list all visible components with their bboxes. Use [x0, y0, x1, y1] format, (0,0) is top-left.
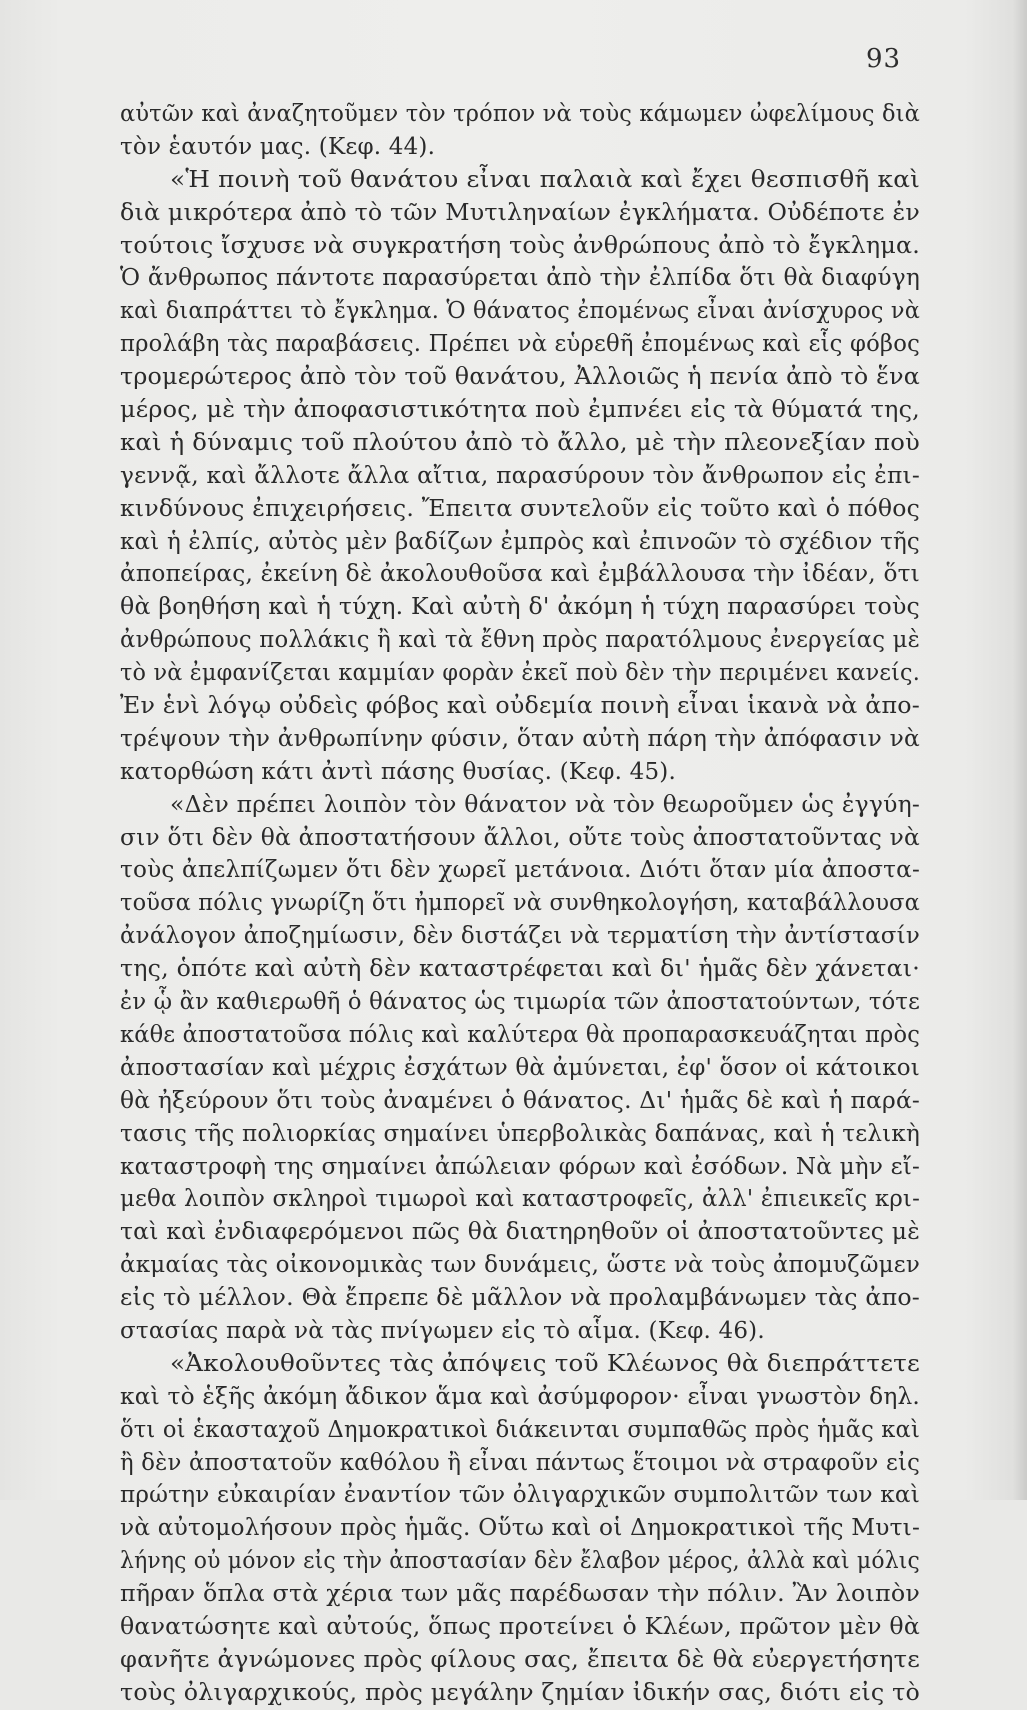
- text-line: καὶ τὸ ἑξῆς ἀκόμη ἄδικον ἅμα καὶ ἀσύμφορον· εἶναι γνωστὸν δηλ.: [120, 1383, 920, 1410]
- text-line: τοὺς ὀλιγαρχικούς, πρὸς μεγάλην ζημίαν ἰδικήν σας, διότι εἰς τὸ: [120, 1679, 920, 1706]
- text-line: τοὺς ἀπελπίζωμεν ὅτι δὲν χωρεῖ μετάνοια. Διότι ὅταν μία ἀποστα-: [120, 857, 920, 884]
- text-line: ἀνθρώπους πολλάκις ἢ καὶ τὰ ἔθνη πρὸς παρατόλμους ἐνεργείας μὲ: [120, 627, 920, 654]
- text-line: καὶ ἡ ἐλπίς, αὐτὸς μὲν βαδίζων ἐμπρὸς καὶ ἐπινοῶν τὸ σχέδιον τῆς: [120, 528, 920, 555]
- text-line: στασίας παρὰ νὰ τὰς πνίγωμεν εἰς τὸ αἷμα. (Κεφ. 46).: [120, 1317, 765, 1344]
- text-line: ἀκμαίας τὰς οἰκονομικὰς των δυνάμεις, ὥστε νὰ τοὺς ἀπομυζῶμεν: [120, 1252, 920, 1279]
- page-number: 93: [866, 44, 902, 74]
- text-line: «Ἀκολουθοῦντες τὰς ἀπόψεις τοῦ Κλέωνος θὰ διεπράττετε: [170, 1350, 920, 1377]
- text-line: τασις τῆς πολιορκίας σημαίνει ὑπερβολικὰς δαπάνας, καὶ ἡ τελικὴ: [120, 1120, 920, 1147]
- text-line: πῆραν ὅπλα στὰ χέρια των μᾶς παρέδωσαν τὴν πόλιν. Ἂν λοιπὸν: [120, 1581, 920, 1608]
- text-line: μεθα λοιπὸν σκληροὶ τιμωροὶ καὶ καταστροφεῖς, ἀλλ' ἐπιεικεῖς κρι-: [120, 1186, 920, 1213]
- text-line: διὰ μικρότερα ἀπὸ τὸ τῶν Μυτιληναίων ἐγκλήματα. Οὐδέποτε ἐν: [120, 199, 920, 226]
- body-text: [120, 98, 920, 1710]
- text-line: αὐτῶν καὶ ἀναζητοῦμεν τὸν τρόπον νὰ τοὺς κάμωμεν ὠφελίμους διὰ: [120, 101, 920, 127]
- text-line: φανῆτε ἀγνώμονες πρὸς φίλους σας, ἔπειτα δὲ θὰ εὐεργετήσητε: [120, 1646, 920, 1673]
- text-line: μέρος, μὲ τὴν ἀποφασιστικότητα ποὺ ἐμπνέει εἰς τὰ θύματά της,: [120, 397, 920, 424]
- text-line: ἀποπείρας, ἐκείνη δὲ ἀκολουθοῦσα καὶ ἐμβάλλουσα τὴν ἰδέαν, ὅτι: [120, 561, 920, 588]
- text-line: καὶ ἡ δύναμις τοῦ πλούτου ἀπὸ τὸ ἄλλο, μὲ τὴν πλεονεξίαν ποὺ: [120, 429, 920, 456]
- text-line: ἢ δὲν ἀποστατοῦν καθόλου ἢ εἶναι πάντως ἕτοιμοι νὰ στραφοῦν εἰς: [120, 1449, 920, 1476]
- text-line: τρομερώτερος ἀπὸ τὸν τοῦ θανάτου, Ἀλλοιῶς ἡ πενία ἀπὸ τὸ ἕνα: [120, 364, 920, 391]
- text-line: Ὁ ἄνθρωπος πάντοτε παρασύρεται ἀπὸ τὴν ἐλπίδα ὅτι θὰ διαφύγη: [120, 265, 920, 292]
- text-line: τὸν ἑαυτόν μας. (Κεφ. 44).: [120, 133, 436, 160]
- text-line: τοῦσα πόλις γνωρίζη ὅτι ἠμπορεῖ νὰ συνθηκολογήση, καταβάλλουσα: [120, 890, 920, 917]
- text-line: κατορθώση κάτι ἀντὶ πάσης θυσίας. (Κεφ. 45).: [120, 758, 676, 785]
- text-line: τούτοις ἴσχυσε νὰ συγκρατήση τοὺς ἀνθρώπους ἀπὸ τὸ ἔγκλημα.: [120, 232, 920, 259]
- text-line: καταστροφὴ της σημαίνει ἀπώλειαν φόρων καὶ ἐσόδων. Νὰ μὴν εἴ-: [120, 1153, 920, 1180]
- text-line: κάθε ἀποστατοῦσα πόλις καὶ καλύτερα θὰ προπαρασκευάζηται πρὸς: [120, 1021, 920, 1048]
- text-line: πρώτην εὐκαιρίαν ἐναντίον τῶν ὀλιγαρχικῶν συμπολιτῶν των καὶ: [120, 1482, 920, 1509]
- text-line: ὅτι οἱ ἑκασταχοῦ Δημοκρατικοὶ διάκεινται συμπαθῶς πρὸς ἡμᾶς καὶ: [120, 1416, 920, 1443]
- text-line: «Δὲν πρέπει λοιπὸν τὸν θάνατον νὰ τὸν θεωροῦμεν ὡς ἐγγύη-: [170, 791, 920, 818]
- text-line: εἰς τὸ μέλλον. Θὰ ἔπρεπε δὲ μᾶλλον νὰ προλαμβάνωμεν τὰς ἀπο-: [120, 1285, 920, 1312]
- text-line: «Ἡ ποινὴ τοῦ θανάτου εἶναι παλαιὰ καὶ ἔχει θεσπισθῆ καὶ: [170, 166, 920, 193]
- text-line: ἀποστασίαν καὶ μέχρις ἐσχάτων θὰ ἀμύνεται, ἐφ' ὅσον οἱ κάτοικοι: [120, 1054, 920, 1081]
- text-line: κινδύνους ἐπιχειρήσεις. Ἔπειτα συντελοῦν εἰς τοῦτο καὶ ὁ πόθος: [120, 495, 920, 522]
- text-line: τρέψουν τὴν ἀνθρωπίνην φύσιν, ὅταν αὐτὴ πάρη τὴν ἀπόφασιν νὰ: [120, 725, 920, 752]
- text-line: ταὶ καὶ ἐνδιαφερόμενοι πῶς θὰ διατηρηθοῦν οἱ ἀποστατοῦντες μὲ: [120, 1219, 920, 1246]
- text-line: λήνης οὐ μόνον εἰς τὴν ἀποστασίαν δὲν ἔλαβον μέρος, ἀλλὰ καὶ μόλις: [120, 1548, 920, 1575]
- text-line: θὰ βοηθήση καὶ ἡ τύχη. Καὶ αὐτὴ δ' ἀκόμη ἡ τύχη παρασύρει τοὺς: [120, 594, 920, 621]
- text-line: θανατώσητε καὶ αὐτούς, ὅπως προτείνει ὁ Κλέων, πρῶτον μὲν θὰ: [120, 1613, 920, 1640]
- page-edge-shadow: [1013, 0, 1027, 1500]
- text-line: νὰ αὐτομολήσουν πρὸς ἡμᾶς. Οὕτω καὶ οἱ Δημοκρατικοὶ τῆς Μυτι-: [120, 1515, 920, 1542]
- text-line: της, ὁπότε καὶ αὐτὴ δὲν καταστρέφεται καὶ δι' ἡμᾶς δὲν χάνεται·: [120, 956, 920, 983]
- text-line: τὸ νὰ ἐμφανίζεται καμμίαν φορὰν ἐκεῖ ποὺ δὲν τὴν περιμένει κανείς.: [120, 660, 920, 687]
- text-line: σιν ὅτι δὲν θὰ ἀποστατήσουν ἄλλοι, οὔτε τοὺς ἀποστατοῦντας νὰ: [120, 824, 920, 851]
- text-line: προλάβη τὰς παραβάσεις. Πρέπει νὰ εὑρεθῆ ἐπομένως καὶ εἷς φόβος: [120, 331, 920, 358]
- text-line: ἀνάλογον ἀποζημίωσιν, δὲν διστάζει νὰ τερματίση τὴν ἀντίστασίν: [120, 923, 920, 950]
- text-line: ἐν ᾧ ἂν καθιερωθῆ ὁ θάνατος ὡς τιμωρία τῶν ἀποστατούντων, τότε: [120, 989, 920, 1016]
- text-line: Ἐν ἑνὶ λόγῳ οὐδεὶς φόβος καὶ οὐδεμία ποινὴ εἶναι ἱκανὰ νὰ ἀπο-: [120, 693, 920, 720]
- text-line: θὰ ἠξεύρουν ὅτι τοὺς ἀναμένει ὁ θάνατος. Δι' ἡμᾶς δὲ καὶ ἡ παρά-: [120, 1087, 920, 1114]
- text-line: γεννᾷ, καὶ ἄλλοτε ἄλλα αἴτια, παρασύρουν τὸν ἄνθρωπον εἰς ἐπι-: [120, 462, 920, 489]
- text-line: καὶ διαπράττει τὸ ἔγκλημα. Ὁ θάνατος ἐπομένως εἶναι ἀνίσχυρος νὰ: [120, 298, 920, 325]
